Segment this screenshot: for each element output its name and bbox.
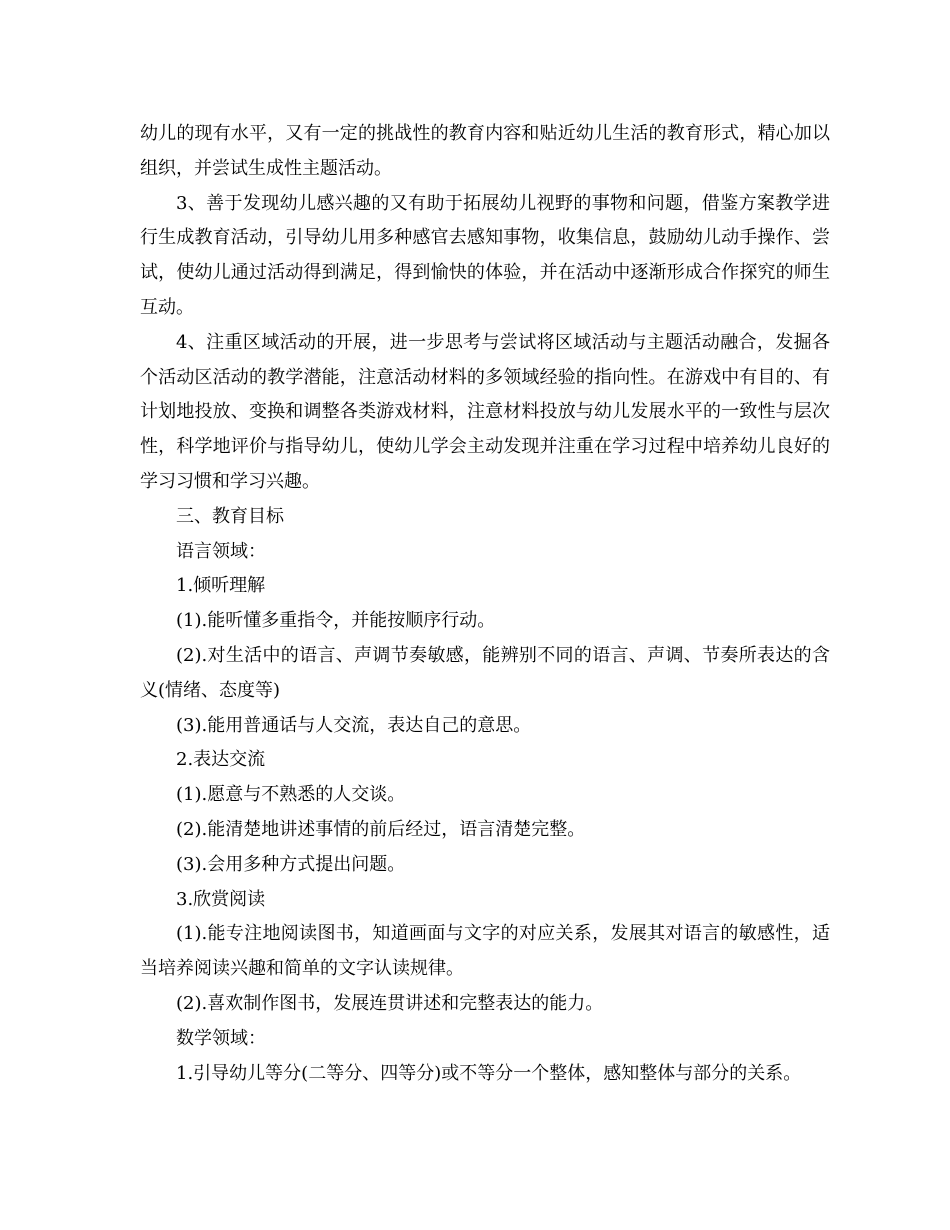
subsection-language-domain: 语言领域： <box>176 540 266 562</box>
list-item: (1).能听懂多重指令，并能按顺序行动。 <box>176 610 496 632</box>
list-item: 1.引导幼儿等分(二等分、四等分)或不等分一个整体，感知整体与部分的关系。 <box>176 1062 802 1084</box>
list-item: (3).能用普通话与人交流，表达自己的意思。 <box>176 714 532 736</box>
document-body <box>140 117 830 1091</box>
list-item: (1).愿意与不熟悉的人交谈。 <box>176 784 406 806</box>
paragraph-continuation: 幼儿的现有水平，又有一定的挑战性的教育内容和贴近幼儿生活的教育形式，精心加以组织，并尝试生成性主题活动。 <box>140 123 830 179</box>
list-item: (2).喜欢制作图书，发展连贯讲述和完整表达的能力。 <box>176 992 604 1014</box>
list-heading-reading: 3.欣赏阅读 <box>176 888 266 910</box>
list-heading-expression: 2.表达交流 <box>176 749 266 771</box>
section-heading-education-goals: 三、教育目标 <box>176 505 284 527</box>
list-heading-listening: 1.倾听理解 <box>176 575 266 597</box>
subsection-math-domain: 数学领域： <box>176 1027 266 1049</box>
list-item: (2).能清楚地讲述事情的前后经过，语言清楚完整。 <box>176 818 586 840</box>
paragraph-item-4: 4、注重区域活动的开展，进一步思考与尝试将区域活动与主题活动融合，发掘各个活动区活动的教学潜能，注意活动材料的多领域经验的指向性。在游戏中有目的、有计划地投放、变换和调整各类游戏材料，注意材料投放与幼儿发展水平的一致性与层次性，科学地评价与指导幼儿，使幼儿学会主动发现并注重在学习过程中培养幼儿良好的学习习惯和学习兴趣。 <box>140 331 830 492</box>
list-item: (3).会用多种方式提出问题。 <box>176 853 406 875</box>
list-item: (1).能专注地阅读图书，知道画面与文字的对应关系，发展其对语言的敏感性，适当培养阅读兴趣和简单的文字认读规律。 <box>140 923 830 980</box>
list-item: (2).对生活中的语言、声调节奏敏感，能辨别不同的语言、声调、节奏所表达的含义(情绪、态度等) <box>140 644 830 701</box>
paragraph-item-3: 3、善于发现幼儿感兴趣的又有助于拓展幼儿视野的事物和问题，借鉴方案教学进行生成教育活动，引导幼儿用多种感官去感知事物，收集信息，鼓励幼儿动手操作、尝试，使幼儿通过活动得到满足，得到愉快的体验，并在活动中逐渐形成合作探究的师生互动。 <box>140 192 830 318</box>
